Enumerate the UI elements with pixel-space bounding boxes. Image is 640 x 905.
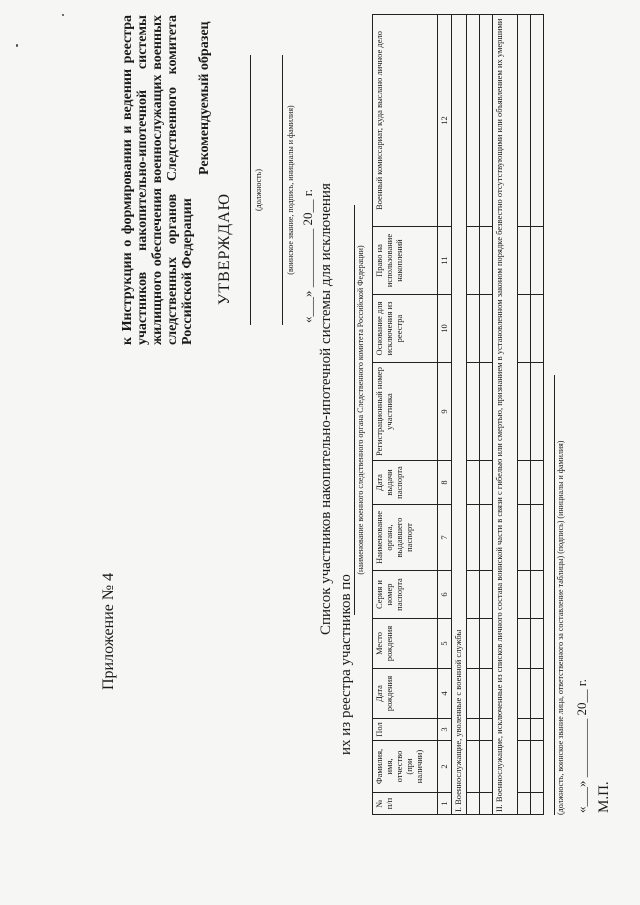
position-caption: (должность) [254, 169, 263, 211]
table-header-row [373, 15, 438, 815]
column-header: Наименование органа, выдавшего паспорт [373, 505, 438, 571]
recommended-sample-label: Рекомендуемый образец [197, 21, 212, 175]
column-header: Регистрационный номер участника [373, 363, 438, 461]
footer-date: «___» _________ 20__ г. [574, 679, 589, 813]
scan-speck [16, 44, 18, 47]
column-number: 12 [438, 15, 452, 227]
column-number: 7 [438, 505, 452, 571]
section-2-heading: II. Военнослужащие, исключенные из списков личного состава воинской части в связи с гибелью или смертью, признанием в установленном законом порядке безвестно отсутствующими или объявлением их умершими [493, 15, 518, 815]
participants-table [372, 14, 544, 815]
section-row [452, 15, 467, 815]
column-number: 10 [438, 295, 452, 363]
column-number: 4 [438, 669, 452, 719]
column-header: Дата рождения [373, 669, 438, 719]
column-header: Серия и номер паспорта [373, 571, 438, 619]
column-number-row [438, 15, 452, 815]
scan-speck [62, 14, 64, 16]
column-header: Место рождения [373, 619, 438, 669]
column-header: Дата выдачи паспорта [373, 461, 438, 505]
instruction-reference: к Инструкции о формировании и ведении реестра участников накопительно-ипотечной системы жилищного обеспечения военнослужащих военных следственных органов Следственного комитета Российской Федерации [120, 15, 195, 345]
column-number: 6 [438, 571, 452, 619]
organ-name-line [354, 205, 355, 615]
column-number: 11 [438, 227, 452, 295]
column-number: 3 [438, 719, 452, 741]
column-header: № п/п [373, 793, 438, 815]
responsible-person-line [554, 375, 555, 815]
organ-name-caption: (наименование военного следственного органа Следственного комитета Российской Федерации) [356, 245, 365, 575]
column-header: Военный комиссариат, куда выслано личное дело [373, 15, 438, 227]
column-header: Пол [373, 719, 438, 741]
list-title: Список участников накопительно-ипотечной системы для исключения [318, 183, 334, 635]
table-row [480, 15, 493, 815]
table-row [531, 15, 544, 815]
column-header: Основание для исключения из реестра [373, 295, 438, 363]
column-number: 9 [438, 363, 452, 461]
list-subtitle: их из реестра участников по [338, 574, 354, 755]
position-line [250, 55, 251, 325]
column-number: 2 [438, 741, 452, 793]
column-number: 1 [438, 793, 452, 815]
responsible-person-caption: (должность, воинское звание лица, ответственного за составление таблицы) (подпись) (инициалы и фамилия) [556, 440, 565, 815]
column-number: 8 [438, 461, 452, 505]
table-row [467, 15, 480, 815]
signature-caption: (воинское звание, подпись, инициалы и фамилия) [286, 105, 295, 275]
section-row [493, 15, 518, 815]
signature-line [282, 55, 283, 325]
column-number: 5 [438, 619, 452, 669]
approval-date: «___» _________ 20__ г. [300, 189, 315, 323]
approval-heading: УТВЕРЖДАЮ [216, 192, 233, 305]
table-row [518, 15, 531, 815]
section-1-heading: I. Военнослужащие, уволенные с военной службы [452, 15, 467, 815]
column-header: Право на использование накоплений [373, 227, 438, 295]
column-header: Фамилия, имя, отчество (при наличии) [373, 741, 438, 793]
appendix-number: Приложение № 4 [100, 572, 117, 690]
stamp-place: М.П. [596, 781, 612, 813]
